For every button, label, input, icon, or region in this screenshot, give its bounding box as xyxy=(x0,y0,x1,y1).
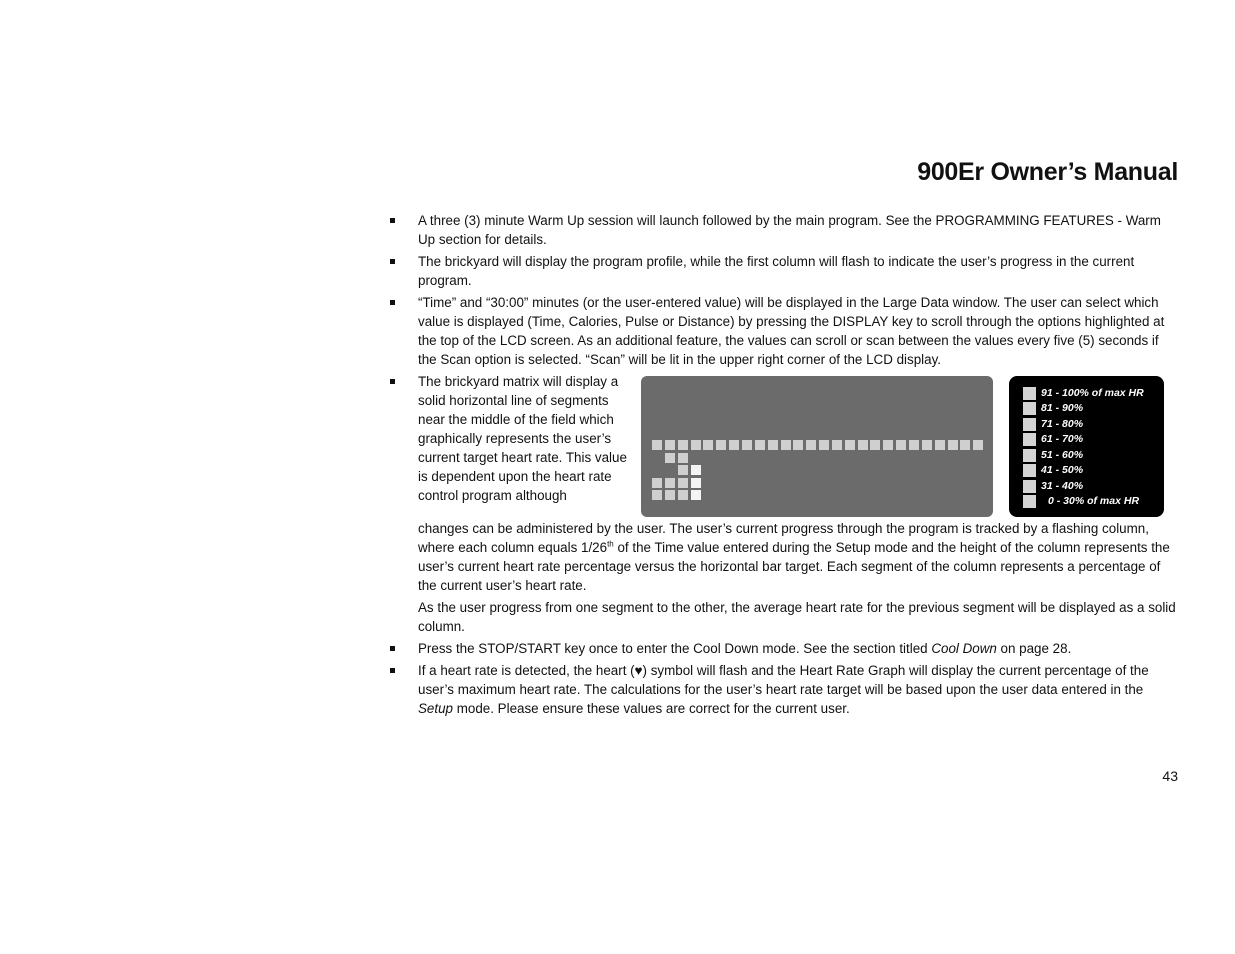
target-segment xyxy=(742,440,752,450)
list-item-text: The brickyard will display the program profile, while the first column will flash to indicate the user’s progress in the current program. xyxy=(418,254,1135,288)
text-span: on page 28. xyxy=(996,641,1072,656)
target-segment xyxy=(909,440,919,450)
page-title: 900Er Owner’s Manual xyxy=(917,158,1178,186)
text-span: mode. Please ensure these values are correct for the current user. xyxy=(453,701,850,716)
target-segment xyxy=(883,440,893,450)
legend-swatch xyxy=(1023,495,1036,508)
legend-row xyxy=(1023,386,1144,400)
column-segment xyxy=(652,478,662,488)
column-segment xyxy=(665,490,675,500)
list-item-text: “Time” and “30:00” minutes (or the user-entered value) will be displayed in the Large Data window. The user can select which value is displayed (Time, Calories, Pulse or Distance) by pressing the DISPLAY key to scroll through the options highlighted at the top of the LCD screen. As an additional feature, the values can scroll or scan between the values every five (5) seconds if the Scan option is selected. “Scan” will be lit in the upper right corner of the LCD display. xyxy=(418,295,1165,367)
column-segment xyxy=(691,478,701,488)
target-segment xyxy=(819,440,829,450)
list-item xyxy=(390,211,1180,249)
list-item xyxy=(390,661,1180,718)
paragraph: As the user progress from one segment to the other, the average heart rate for the previous segment will be displayed as a solid column. xyxy=(418,600,1176,634)
legend-label: 91 - 100% of max HR xyxy=(1041,386,1144,399)
superscript: th xyxy=(607,539,614,549)
column-segment xyxy=(665,453,675,463)
column-segment xyxy=(678,465,688,475)
legend-label: 71 - 80% xyxy=(1041,417,1084,430)
column-segment xyxy=(678,478,688,488)
target-segment xyxy=(973,440,983,450)
legend-row xyxy=(1023,402,1083,416)
target-segment xyxy=(858,440,868,450)
target-segment xyxy=(729,440,739,450)
legend-row xyxy=(1023,417,1083,431)
legend-label: 31 - 40% xyxy=(1041,479,1084,492)
target-segment xyxy=(703,440,713,450)
target-segment xyxy=(948,440,958,450)
legend-swatch xyxy=(1023,449,1036,462)
column-segment xyxy=(665,440,675,450)
target-segment xyxy=(845,440,855,450)
emphasis-text: Cool Down xyxy=(931,641,997,656)
target-segment xyxy=(922,440,932,450)
bullet-square-icon xyxy=(390,218,395,223)
legend-swatch xyxy=(1023,402,1036,415)
heart-rate-legend xyxy=(1009,376,1164,517)
brickyard-figure-row xyxy=(390,372,1180,524)
column-segment xyxy=(678,490,688,500)
page-number: 43 xyxy=(1162,768,1178,784)
legend-label: 61 - 70% xyxy=(1041,433,1084,445)
legend-row xyxy=(1023,433,1083,447)
legend-row xyxy=(1023,448,1083,462)
target-segment xyxy=(716,440,726,450)
bullet-square-icon xyxy=(390,259,395,264)
text-span: Press the STOP/START key once to enter the Cool Down mode. See the section titled xyxy=(418,641,932,656)
text-span: If a heart rate is detected, the heart (♥) symbol will flash and the Heart Rate Graph will display the current percentage of the user’s maximum heart rate. The calculations for the user’s heart rate target will be based upon the user data entered in the xyxy=(418,663,1149,697)
legend-label: 51 - 60% xyxy=(1041,448,1084,461)
legend-swatch xyxy=(1023,464,1036,477)
legend-row xyxy=(1023,479,1083,493)
legend-swatch xyxy=(1023,433,1036,446)
target-segment xyxy=(896,440,906,450)
list-item-text: A three (3) minute Warm Up session will launch followed by the main program. See the PROGRAMMING FEATURES - Warm Up section for details. xyxy=(418,213,1161,247)
legend-swatch xyxy=(1023,480,1036,493)
emphasis-text: Setup xyxy=(418,701,453,716)
legend-swatch xyxy=(1023,418,1036,431)
legend-label: 0 - 30% of max HR xyxy=(1048,495,1140,507)
legend-row xyxy=(1023,464,1083,478)
target-segment xyxy=(652,440,662,450)
column-segment xyxy=(691,465,701,475)
target-segment xyxy=(960,440,970,450)
legend-label: 41 - 50% xyxy=(1041,464,1084,476)
target-segment xyxy=(832,440,842,450)
target-segment xyxy=(678,440,688,450)
list-item-continuation xyxy=(390,519,1180,595)
text-span: changes can be administered by the user. The user’s current progress through the program is tracked by a flashing column, where each column equals 1/26 xyxy=(418,521,1149,555)
legend-row xyxy=(1023,495,1139,509)
legend-label: 81 - 90% xyxy=(1041,402,1084,414)
list-item xyxy=(390,252,1180,290)
legend-swatch xyxy=(1023,387,1036,400)
target-segment xyxy=(691,440,701,450)
bullet-square-icon xyxy=(390,668,395,673)
bullet-square-icon xyxy=(390,300,395,305)
manual-content xyxy=(390,211,1180,721)
column-segment xyxy=(665,478,675,488)
bullet-square-icon xyxy=(390,646,395,651)
column-segment xyxy=(652,490,662,500)
target-segment xyxy=(768,440,778,450)
target-segment xyxy=(755,440,765,450)
bullet-square-icon xyxy=(390,379,395,384)
list-item-text: The brickyard matrix will display a solid horizontal line of segments near the middle of the field which graphically represents the user’s current target heart rate. This value is dependent upon the heart rate control program although xyxy=(418,374,627,503)
target-segment xyxy=(935,440,945,450)
list-item xyxy=(390,639,1180,658)
target-segment xyxy=(793,440,803,450)
target-segment xyxy=(870,440,880,450)
target-segment xyxy=(781,440,791,450)
target-segment xyxy=(806,440,816,450)
column-segment xyxy=(691,490,701,500)
text-span: of the Time value entered during the Setup mode and the height of the column represents the user’s current heart rate percentage versus the horizontal bar target. Each segment of the column represents a percentage of the current user’s heart rate. xyxy=(418,540,1170,593)
brickyard-matrix-display xyxy=(641,376,993,517)
list-item xyxy=(390,293,1180,369)
column-segment xyxy=(678,453,688,463)
